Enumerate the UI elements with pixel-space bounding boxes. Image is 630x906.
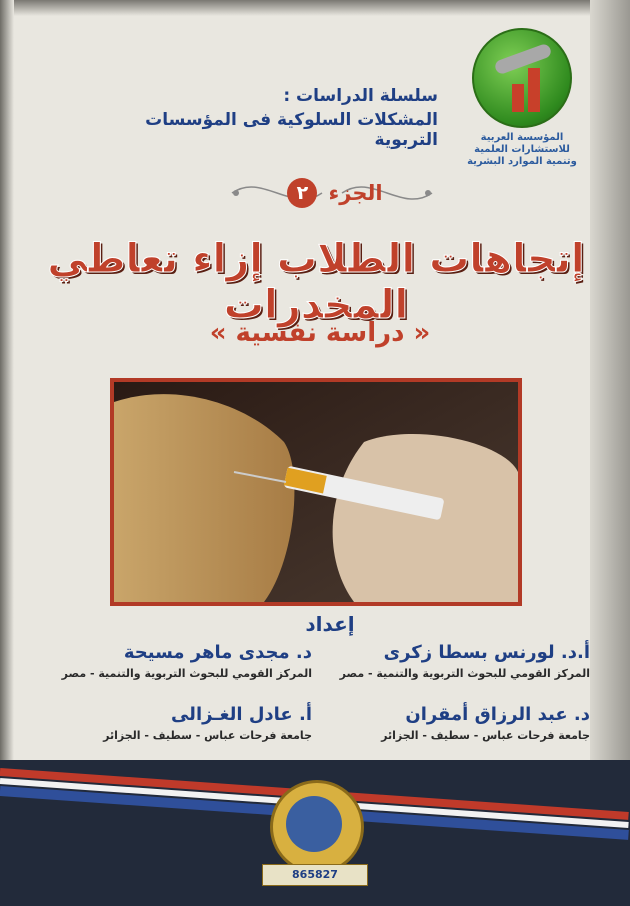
series-label: سلسلة الدراسات :	[283, 86, 438, 106]
hand-icon	[493, 43, 552, 76]
cover-photo	[110, 378, 522, 606]
author-4	[52, 704, 312, 742]
author-name: د. مجدى ماهر مسيحة	[123, 642, 312, 663]
part-number-badge: ٢	[287, 178, 317, 208]
author-affiliation: جامعة فرحات عباس - سطيف - الجزائر	[103, 729, 312, 742]
book-title: إتجاهات الطلاب إزاء تعاطي المخدرات	[47, 236, 585, 328]
author-name: د. عبد الرزاق أمقران	[405, 704, 590, 725]
prepared-by-label: إعداد	[305, 612, 355, 636]
author-name: أ.د. لورنس بسطا زكرى	[383, 642, 590, 663]
book-subtitle: « دراسة نفسية »	[209, 318, 431, 348]
part-label	[250, 178, 420, 212]
author-affiliation: جامعة فرحات عباس - سطيف - الجزائر	[381, 729, 590, 742]
page-edge-top	[0, 0, 630, 16]
crest-icon	[286, 796, 342, 852]
series-name: المشكلات السلوكية فى المؤسسات التربوية	[145, 110, 438, 150]
syringe-injection-illustration	[114, 382, 518, 602]
author-affiliation: المركز القومي للبحوث التربوية والتنمية - مصر	[339, 667, 590, 680]
publisher-name: المؤسسة العربية للاستشارات العلمية وتنمية الموارد البشرية	[467, 132, 577, 167]
author-name: أ. عادل الغـزالى	[170, 704, 312, 725]
stamp-number: 865827	[262, 864, 368, 886]
author-1	[340, 642, 590, 680]
author-3	[340, 704, 590, 742]
author-2	[52, 642, 312, 680]
globe-icon	[472, 28, 572, 128]
chart-bar-icon	[512, 84, 524, 112]
part-word: الجزء	[328, 181, 383, 205]
publisher-logo	[462, 28, 582, 168]
author-affiliation: المركز القومي للبحوث التربوية والتنمية - مصر	[61, 667, 312, 680]
series-block	[118, 86, 438, 150]
library-stamp	[262, 772, 366, 892]
chart-bar-icon	[528, 68, 540, 112]
